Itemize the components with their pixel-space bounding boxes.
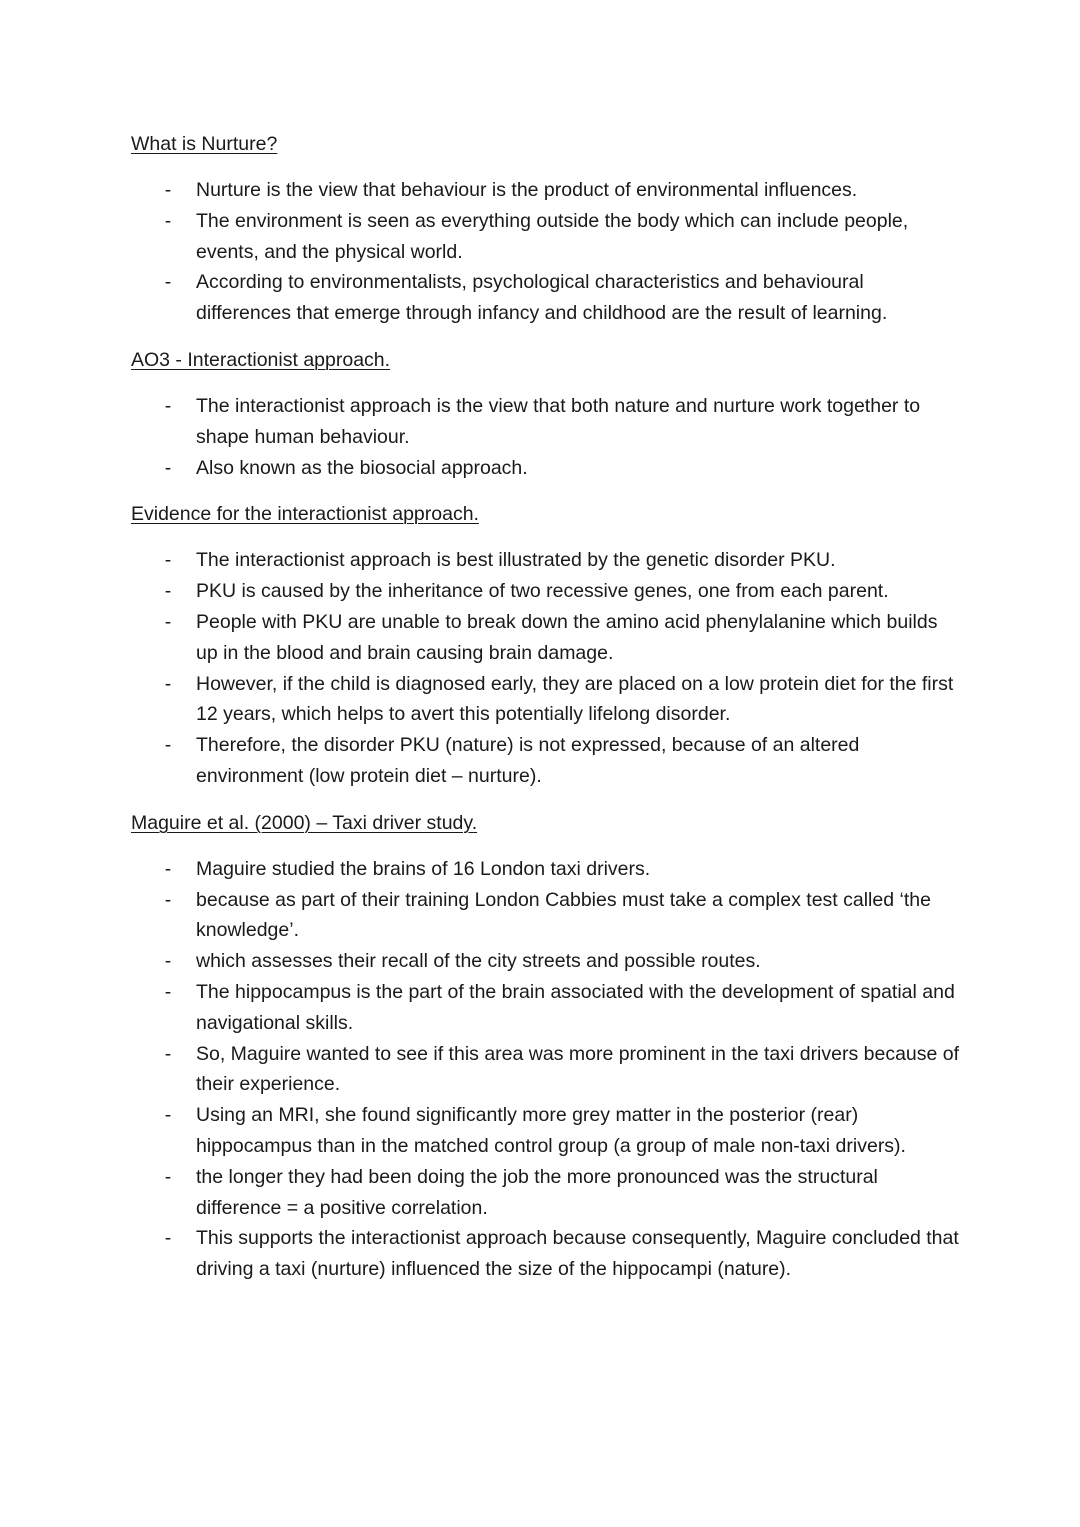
bullet-dash: -: [164, 580, 172, 603]
bullet-dash: -: [164, 549, 172, 572]
bullet-text: The hippocampus is the part of the brain associated with the development of spatial and navigational skills.: [196, 980, 955, 1034]
bullet-text: This supports the interactionist approach because consequently, Maguire concluded that driving a taxi (nurture) influenced the size of the hippocampi (nature).: [196, 1227, 959, 1281]
bullet-dash: -: [164, 271, 172, 294]
bullet-dash: -: [164, 950, 172, 973]
bullet-dash: -: [164, 456, 172, 479]
list-item: [131, 175, 961, 206]
bullet-text: People with PKU are unable to break down the amino acid phenylalanine which builds up in the blood and brain causing brain damage.: [196, 610, 938, 664]
bullet-text: Nurture is the view that behaviour is the product of environmental influences.: [196, 179, 858, 201]
bullet-text: which assesses their recall of the city streets and possible routes.: [196, 950, 761, 973]
bullet-text: The interactionist approach is the view that both nature and nurture work together to shape human behaviour.: [196, 394, 921, 448]
bullet-dash: -: [164, 672, 172, 695]
bullet-dash: -: [164, 179, 172, 201]
bullet-list: [131, 175, 961, 329]
list-item: [131, 267, 961, 329]
bullet-list: [131, 545, 961, 791]
document-content: [131, 130, 961, 1302]
section-heading: Evidence for the interactionist approach.: [131, 503, 479, 526]
bullet-dash: -: [164, 980, 172, 1003]
list-item: [131, 1039, 961, 1101]
bullet-dash: -: [164, 1227, 172, 1250]
bullet-text: Therefore, the disorder PKU (nature) is not expressed, because of an altered environment (low protein diet – nurture).: [196, 734, 860, 787]
bullet-text: the longer they had been doing the job the more pronounced was the structural difference = a positive correlation.: [196, 1165, 878, 1219]
list-item: [131, 730, 961, 792]
section-heading: AO3 - Interactionist approach.: [131, 348, 391, 371]
bullet-dash: -: [164, 857, 172, 880]
bullet-text: because as part of their training London Cabbies must take a complex test called ‘the knowledge’.: [196, 888, 931, 942]
section-heading: Maguire et al. (2000) – Taxi driver study.: [131, 811, 478, 834]
bullet-text: Also known as the biosocial approach.: [196, 456, 528, 479]
bullet-text: So, Maguire wanted to see if this area was more prominent in the taxi drivers because of their experience.: [196, 1042, 960, 1096]
list-item: [131, 607, 961, 669]
bullet-dash: -: [164, 1104, 172, 1127]
list-item: [131, 391, 961, 453]
bullet-text: The interactionist approach is best illustrated by the genetic disorder PKU.: [196, 549, 836, 572]
bullet-text: According to environmentalists, psychological characteristics and behavioural differences that emerge through infancy and childhood are the result of learning.: [196, 271, 888, 325]
section-maguire-taxi-study: [131, 809, 961, 1285]
section-ao3-interactionist: [131, 346, 961, 483]
list-item: [131, 946, 961, 977]
bullet-dash: -: [164, 610, 172, 633]
list-item: [131, 576, 961, 607]
list-item: [131, 1223, 961, 1285]
list-item: [131, 1162, 961, 1224]
section-evidence-interactionist: [131, 500, 961, 791]
list-item: [131, 206, 961, 268]
bullet-dash: -: [164, 888, 172, 911]
bullet-text: However, if the child is diagnosed early, they are placed on a low protein diet for the first 12 years, which helps to avert this potentially lifelong disorder.: [196, 672, 954, 726]
list-item: [131, 885, 961, 947]
section-heading: What is Nurture?: [131, 133, 278, 155]
list-item: [131, 1100, 961, 1162]
list-item: [131, 977, 961, 1039]
bullet-text: The environment is seen as everything outside the body which can include people, events, and the physical world.: [196, 209, 909, 263]
bullet-text: Using an MRI, she found significantly more grey matter in the posterior (rear) hippocampus than in the matched control group (a group of male non-taxi drivers).: [196, 1104, 906, 1157]
bullet-dash: -: [164, 1165, 172, 1188]
bullet-dash: -: [164, 394, 172, 417]
list-item: [131, 854, 961, 885]
bullet-dash: -: [164, 1042, 172, 1065]
section-what-is-nurture: [131, 130, 961, 329]
bullet-text: PKU is caused by the inheritance of two recessive genes, one from each parent.: [196, 580, 889, 603]
list-item: [131, 669, 961, 731]
bullet-dash: -: [164, 734, 172, 757]
bullet-list: [131, 854, 961, 1285]
list-item: [131, 453, 961, 484]
bullet-text: Maguire studied the brains of 16 London taxi drivers.: [196, 857, 651, 880]
bullet-list: [131, 391, 961, 483]
bullet-dash: -: [164, 209, 172, 232]
list-item: [131, 545, 961, 576]
